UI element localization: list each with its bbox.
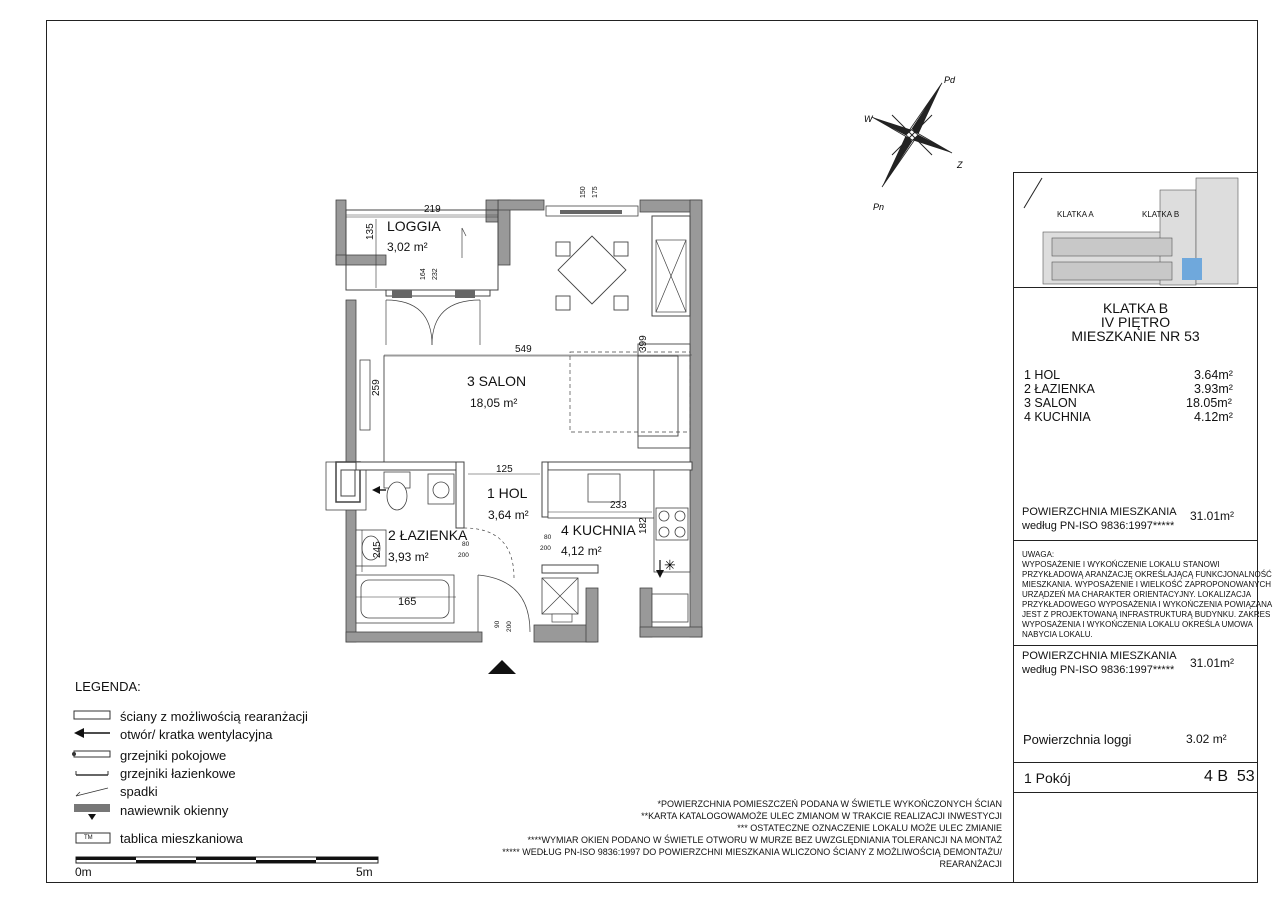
compass-s: Pn	[873, 202, 885, 212]
list-area-2: 3.93m²	[1194, 382, 1233, 396]
room-lazienka-name: 2 ŁAZIENKA	[388, 527, 468, 543]
uwaga-line: JEST Z PROJEKTOWANĄ INFRASTRUKTURĄ BUDYNKU. ZAKRES	[1022, 610, 1271, 619]
list-room-3: 3 SALON	[1024, 396, 1077, 410]
uwaga-line: MIESZKANIA. WYPOSAŻENIE I WIELKOŚĆ ZAPROPONOWANYCH	[1022, 580, 1272, 589]
loggia-value: 3.02 m²	[1186, 732, 1227, 746]
list-room-1: 1 HOL	[1024, 368, 1061, 382]
legend-title: LEGENDA:	[75, 679, 141, 694]
legend-tm: TM	[84, 835, 93, 841]
dim-219: 219	[424, 204, 441, 215]
list-area-3: 18.05m²	[1186, 396, 1232, 410]
legend-item: grzejniki pokojowe	[120, 748, 227, 763]
uwaga-line: WYPOSAŻENIA I WYKOŃCZENIA LOKALU OKREŚLA UMOWA	[1022, 620, 1253, 629]
scale-start: 0m	[75, 865, 92, 879]
dim-233: 233	[610, 500, 627, 511]
door-bath-w: 80	[462, 541, 470, 548]
legend-item: ściany z możliwością rearanżacji	[120, 709, 308, 724]
room-lazienka-area: 3,93 m²	[388, 550, 429, 564]
compass-w: W	[864, 114, 873, 124]
area2-value: 31.01m²	[1190, 656, 1235, 670]
door-bath-h: 200	[458, 552, 469, 559]
uwaga-line: URZĄDZEŃ MA CHARAKTER ORIENTACYJNY. LOKALIZACJA	[1022, 590, 1252, 599]
dim-399: 399	[638, 335, 649, 352]
uwaga-title: UWAGA:	[1022, 550, 1055, 559]
area1-sub: według PN-ISO 9836:1997*****	[1022, 520, 1175, 532]
area2-label: POWIERZCHNIA MIESZKANIA	[1022, 650, 1177, 662]
uwaga-line: WYPOSAŻENIE I WYKOŃCZENIE LOKALU STANOWI	[1022, 560, 1220, 569]
list-room-4: 4 KUCHNIA	[1024, 410, 1091, 424]
area1-label: POWIERZCHNIA MIESZKANIA	[1022, 506, 1177, 518]
legend-item: tablica mieszkaniowa	[120, 831, 243, 846]
footnote: REARANŻACJI	[939, 859, 1002, 869]
room-kuchnia-area: 4,12 m²	[561, 544, 602, 558]
room-salon-area: 18,05 m²	[470, 396, 518, 410]
unit-code: 4 B 53	[1204, 768, 1255, 785]
room-hol-area: 3,64 m²	[488, 508, 529, 522]
dim-125: 125	[496, 464, 513, 475]
room-hol-name: 1 HOL	[487, 485, 528, 501]
key-plan-label-b: KLATKA B	[1142, 210, 1180, 219]
panel-title-3: MIESZKANIE NR 53	[1071, 328, 1200, 344]
door-entry-w: 90	[494, 620, 501, 628]
panel-title-2: IV PIĘTRO	[1100, 314, 1171, 330]
footnote: ****WYMIAR OKIEN PODANO W ŚWIETLE OTWORU W MURZE BEZ UWZGLĘDNIANIA TOLERANCJI NA MONTAŻ	[527, 835, 1002, 845]
legend-item: grzejniki łazienkowe	[120, 766, 236, 781]
area1-value: 31.01m²	[1190, 509, 1235, 523]
dim-165: 165	[398, 596, 417, 608]
uwaga-line: PRZYKŁADOWĄ ARANŻACJĘ OKREŚLAJĄCĄ FUNKCJONALNOŚĆ	[1022, 570, 1272, 579]
dim-175: 175	[592, 186, 599, 198]
door-kitchen-h: 200	[540, 545, 551, 552]
legend-item: otwór/ kratka wentylacyjna	[120, 727, 273, 742]
room-loggia-area: 3,02 m²	[387, 240, 428, 254]
scale-end: 5m	[356, 865, 373, 879]
footnote: *POWIERZCHNIA POMIESZCZEŃ PODANA W ŚWIETLE WYKOŃCZONYCH ŚCIAN	[657, 799, 1002, 809]
dim-150: 150	[580, 186, 587, 198]
list-area-1: 3.64m²	[1194, 368, 1233, 382]
room-kuchnia-name: 4 KUCHNIA	[561, 522, 636, 538]
legend-item: nawiewnik okienny	[120, 803, 229, 818]
rooms-count: 1 Pokój	[1024, 770, 1071, 786]
footnote: *** OSTATECZNE OZNACZENIE LOKALU MOŻE ULEC ZMIANIE	[737, 823, 1002, 833]
dim-135: 135	[365, 223, 376, 240]
compass-n: Pd	[944, 75, 956, 85]
door-kitchen-w: 80	[544, 534, 552, 541]
dim-245: 245	[372, 541, 383, 558]
footnote: **KARTA KATALOGOWAMOŻE ULEC ZMIANOM W TRAKCIE REALIZACJI INWESTYCJI	[641, 811, 1002, 821]
room-salon-name: 3 SALON	[467, 373, 527, 389]
uwaga-line: PRZYKŁADOWEGO WYPOSAŻENIA I WYKOŃCZENIA POWIĄZANA	[1022, 600, 1273, 609]
list-area-4: 4.12m²	[1194, 410, 1233, 424]
uwaga-line: NABYCIA LOKALU.	[1022, 630, 1093, 639]
loggia-label: Powierzchnia loggi	[1023, 732, 1132, 747]
dim-549: 549	[515, 344, 532, 355]
compass-e: Z	[957, 160, 963, 170]
footnote: ***** WEDŁUG PN-ISO 9836:1997 DO POWIERZCHNI MIESZKANIA WLICZONO ŚCIANY Z MOŻLIWOŚCIĄ DEMONTAŻU/	[502, 847, 1002, 857]
key-plan-label-a: KLATKA A	[1057, 210, 1094, 219]
dim-232: 232	[432, 268, 439, 280]
area2-sub: według PN-ISO 9836:1997*****	[1022, 664, 1175, 676]
room-loggia-name: LOGGIA	[387, 218, 441, 234]
dim-182: 182	[638, 517, 649, 534]
panel-title-1: KLATKA B	[1102, 300, 1169, 316]
door-entry-h: 200	[506, 621, 513, 632]
fan-icon: ✳	[664, 557, 676, 573]
list-room-2: 2 ŁAZIENKA	[1024, 382, 1095, 396]
legend-item: spadki	[120, 784, 158, 799]
dim-259: 259	[371, 379, 382, 396]
dim-164: 164	[420, 268, 427, 280]
